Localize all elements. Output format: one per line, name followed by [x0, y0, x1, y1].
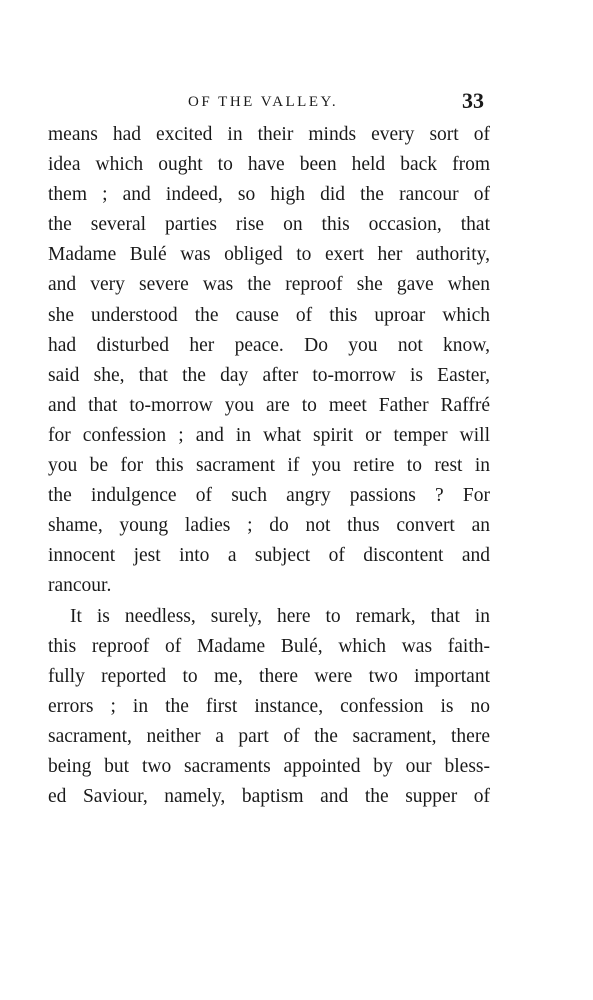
text-line: for confession ; and in what spirit or temper will	[48, 424, 490, 446]
text-line: ed Saviour, namely, baptism and the supper of	[48, 786, 490, 808]
text-line: means had excited in their minds every sort of	[48, 124, 490, 145]
text-line: had disturbed her peace. Do you not know,	[48, 334, 490, 356]
text-line: said she, that the day after to-morrow is Easter,	[48, 364, 490, 386]
body-text	[48, 120, 490, 812]
page-number: 33	[462, 88, 484, 113]
text-line: errors ; in the first instance, confession is no	[48, 695, 490, 717]
text-line: and that to-morrow you are to meet Father Raffré	[48, 394, 490, 416]
text-line: and very severe was the reproof she gave when	[48, 274, 490, 296]
text-line: you be for this sacrament if you retire to rest in	[48, 455, 490, 477]
paragraph-start-line: It is needless, surely, here to remark, that in	[70, 605, 490, 627]
text-line: Madame Bulé was obliged to exert her authority,	[48, 244, 490, 266]
text-line: fully reported to me, there were two important	[48, 665, 490, 687]
text-line: them ; and indeed, so high did the rancour of	[48, 184, 490, 206]
text-line: the indulgence of such angry passions ? For	[48, 485, 490, 507]
paragraph-end-line: rancour.	[48, 575, 112, 597]
text-line: shame, young ladies ; do not thus convert an	[48, 515, 490, 537]
text-line: this reproof of Madame Bulé, which was faith-	[48, 635, 490, 657]
text-line: being but two sacraments appointed by our bless-	[48, 755, 490, 777]
running-head	[48, 88, 488, 118]
text-line: innocent jest into a subject of discontent and	[48, 545, 490, 567]
text-line: idea which ought to have been held back from	[48, 154, 490, 176]
text-line: the several parties rise on this occasion, that	[48, 214, 490, 236]
text-line: sacrament, neither a part of the sacrament, there	[48, 725, 490, 747]
running-title: OF THE VALLEY.	[188, 94, 339, 110]
text-line: she understood the cause of this uproar which	[48, 304, 490, 326]
